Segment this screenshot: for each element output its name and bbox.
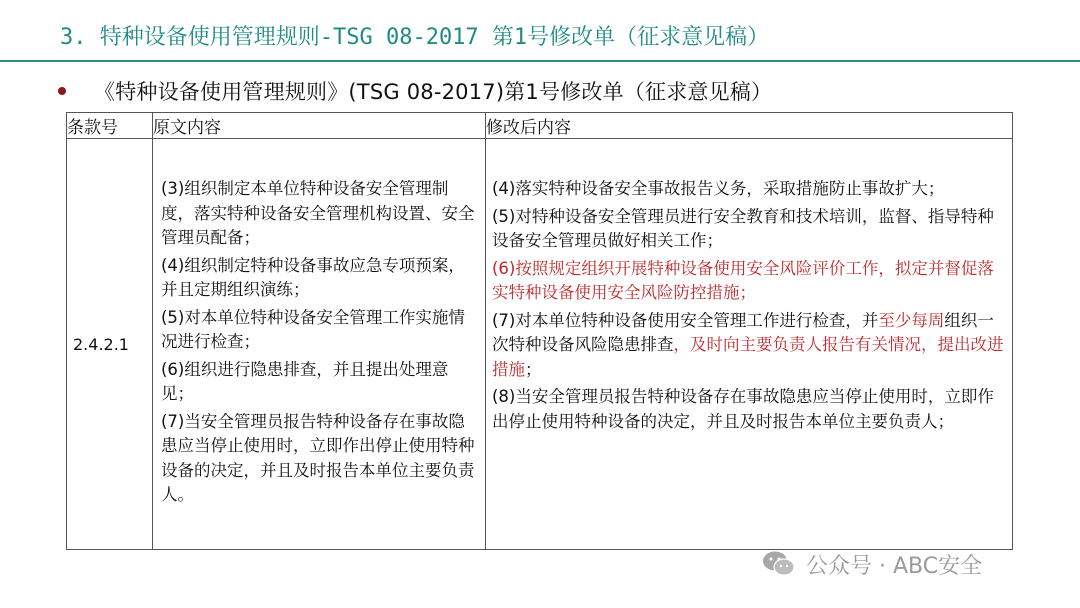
slide-title: 3. 特种设备使用管理规则-TSG 08-2017 第1号修改单（征求意见稿） [60, 25, 770, 50]
column-header-original: 原文内容 [153, 113, 486, 139]
subtitle-row [58, 76, 772, 106]
revised-item-4: (4)落实特种设备安全事故报告义务，采取措施防止事故扩大； [492, 179, 945, 198]
revised-item-7-highlight-weekly: 至少每周 [878, 310, 945, 330]
original-item: (6)组织进行隐患排查，并且提出处理意见； [161, 359, 449, 404]
revised-item-7 [492, 309, 1008, 383]
original-content-cell [153, 139, 486, 550]
comparison-table [66, 112, 1013, 550]
revised-content-cell [486, 139, 1013, 550]
column-header-clause: 条款号 [67, 113, 153, 139]
revised-item-7-part-c: 组织一次特种设备风险隐患排查 [492, 310, 994, 354]
revised-item-7-highlight-report: ，及时向主要负责人报告有关情况，提出改进措施 [492, 335, 1004, 379]
revised-item-7-part-e: ； [525, 359, 542, 379]
original-item: (5)对本单位特种设备安全管理工作实施情况进行检查； [161, 307, 465, 352]
revised-item-7-part-a: (7)对本单位特种设备使用安全管理工作进行检查，并 [492, 310, 879, 330]
table-row [67, 139, 1013, 550]
table-header-row [67, 113, 1013, 139]
original-item: (4)组织制定特种设备事故应急专项预案，并且定期组织演练； [161, 255, 465, 300]
watermark-text: 公众号 · ABC安全 [806, 553, 983, 579]
subtitle: 《特种设备使用管理规则》(TSG 08-2017)第1号修改单（征求意见稿） [94, 80, 773, 104]
original-item: (3)组织制定本单位特种设备安全管理制度，落实特种设备安全管理机构设置、安全管理员配备； [161, 179, 475, 248]
title-divider [0, 60, 1080, 62]
watermark [762, 548, 982, 580]
original-item: (7)当安全管理员报告特种设备存在事故隐患应当停止使用时，立即作出停止使用特种设备的决定，并且及时报告本单位主要负责人。 [161, 411, 475, 505]
revised-item-5: (5)对特种设备安全管理员进行安全教育和技术培训，监督、指导特种设备安全管理员做好相关工作； [492, 206, 994, 250]
revised-item-8: (8)当安全管理员报告特种设备存在事故隐患应当停止使用时，立即作出停止使用特种设备的决定，并且及时报告本单位主要负责人； [492, 387, 994, 431]
column-header-revised: 修改后内容 [486, 113, 1013, 139]
wechat-icon [762, 550, 796, 578]
clause-number: 2.4.2.1 [67, 139, 153, 550]
bullet-icon [58, 87, 66, 95]
title-bar [0, 0, 1080, 64]
revised-item-6-highlighted: (6)按照规定组织开展特种设备使用安全风险评价工作，拟定并督促落实特种设备使用安全风险防控措施； [492, 258, 994, 302]
